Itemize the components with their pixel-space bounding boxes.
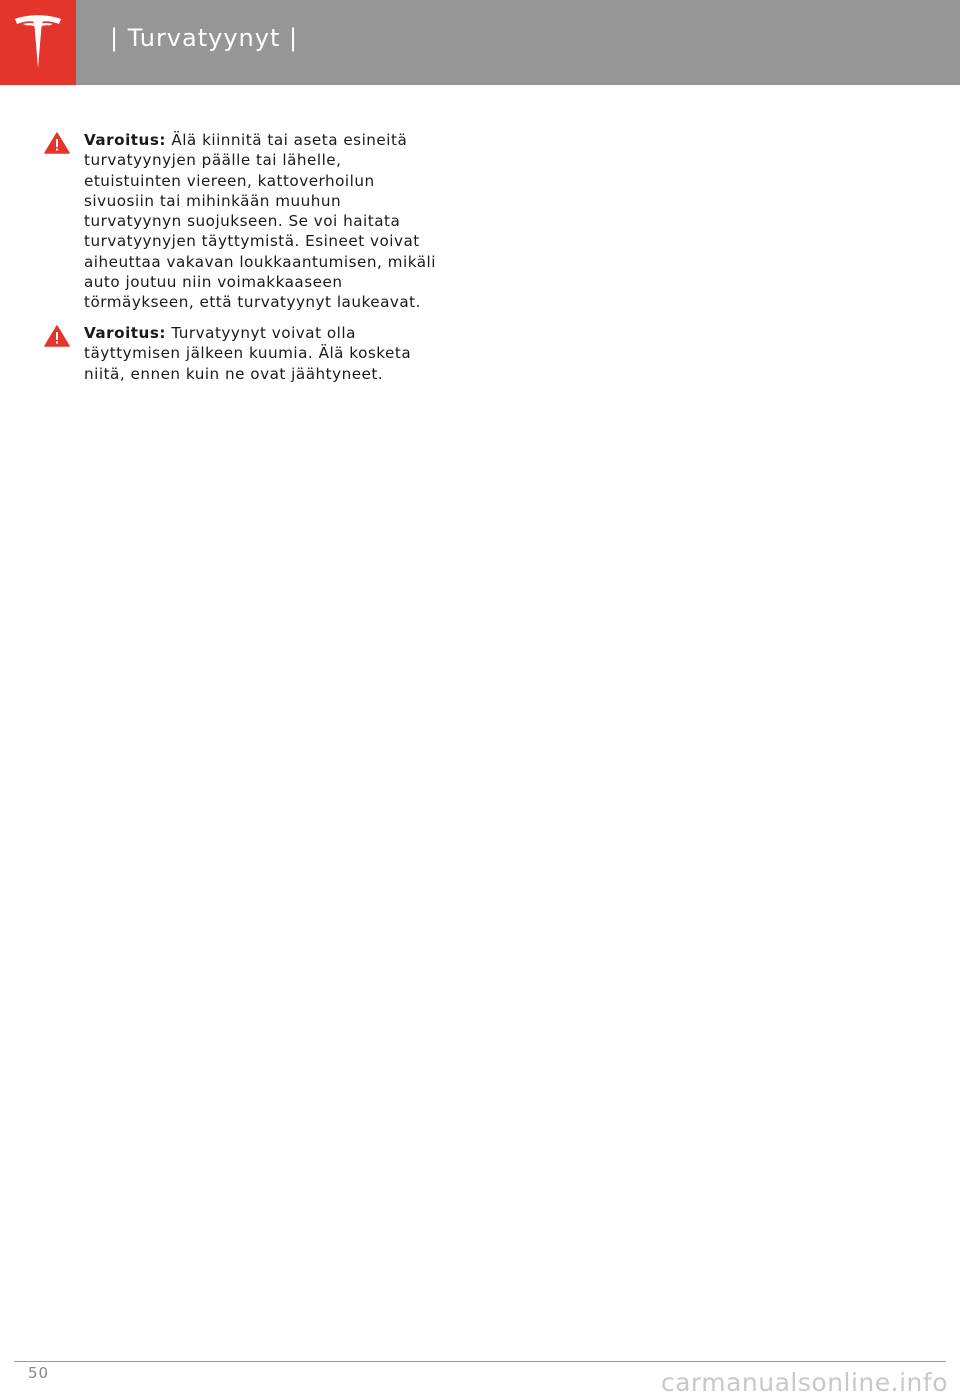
warning-triangle-icon (44, 325, 70, 347)
warning-block (44, 130, 444, 313)
footer-divider (14, 1361, 946, 1362)
logo-box (0, 0, 76, 85)
page-title: | Turvatyynyt | (110, 24, 299, 52)
page-number: 50 (28, 1364, 50, 1382)
page-header (0, 0, 960, 85)
warning-triangle-icon (44, 132, 70, 154)
warning-label: Varoitus: (84, 131, 166, 149)
warning-body: Turvatyynyt voivat olla täyttymisen jälkeen kuumia. Älä kosketa niitä, ennen kuin ne ovat jäähtyneet. (84, 324, 412, 383)
warning-text (84, 323, 444, 384)
warning-text (84, 130, 444, 313)
warning-label: Varoitus: (84, 324, 166, 342)
tesla-logo-icon (13, 15, 63, 71)
watermark: carmanualsonline.info (660, 1368, 948, 1397)
warning-body: Älä kiinnitä tai aseta esineitä turvatyynyjen päälle tai lähelle, etuistuinten viereen, kattoverhoilun sivuosiin tai mihinkään muuhun turvatyynyn suojukseen. Se voi haitata turvatyynyjen täyttymistä. Esineet voivat aiheuttaa vakavan loukkaantumisen, mikäli auto joutuu niin voimakkaaseen törmäykseen, että turvatyynyt laukeavat. (84, 131, 436, 312)
warning-block (44, 323, 444, 384)
